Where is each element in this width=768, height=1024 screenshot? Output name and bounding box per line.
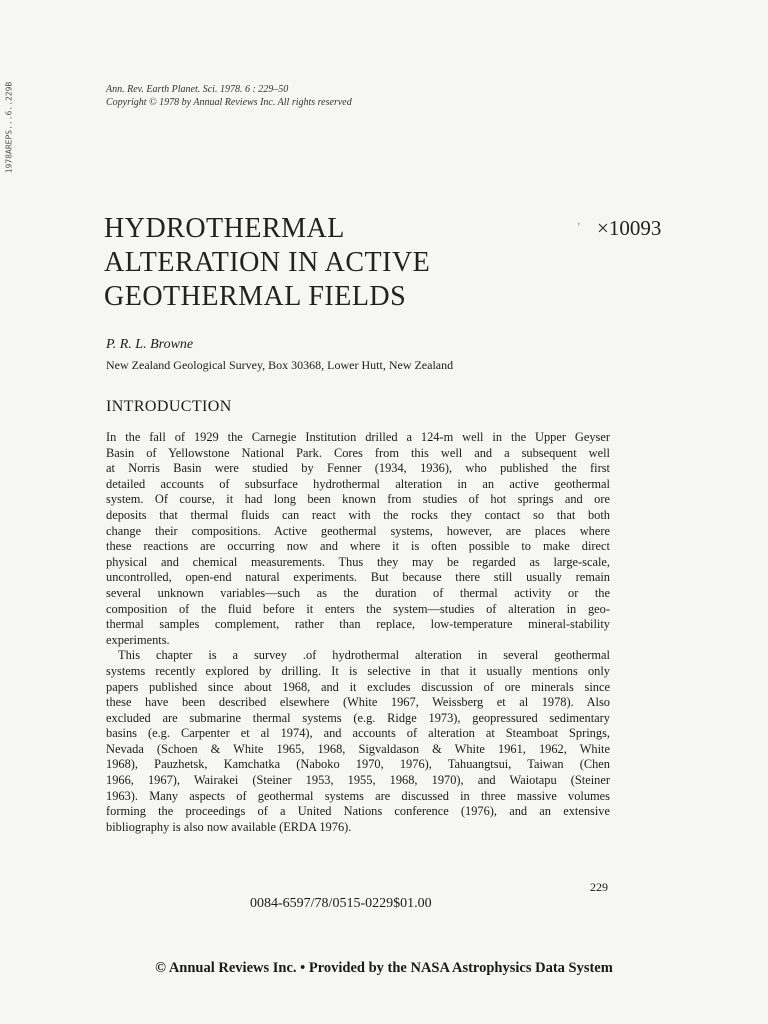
journal-copyright: Copyright © 1978 by Annual Reviews Inc. All rights reserved [106, 97, 352, 108]
article-body [106, 430, 610, 835]
author-affiliation: New Zealand Geological Survey, Box 30368, Lower Hutt, New Zealand [106, 358, 454, 372]
text-line: change their compositions. Active geothermal systems, however, are places where [106, 523, 610, 538]
text-line: excluded are submarine thermal systems (e.g. Ridge 1973), geopressured sedimentary [106, 710, 610, 725]
footer-attribution: © Annual Reviews Inc. • Provided by the NASA Astrophysics Data System [155, 960, 613, 976]
text-line: papers published since about 1968, and it excludes discussion of ore minerals since [106, 679, 610, 694]
text-line: composition of the fluid before it enters the system—studies of alteration in geo- [106, 601, 610, 616]
text-line: This chapter is a survey .of hydrothermal alteration in several geothermal [118, 648, 610, 663]
document-number: ×10093 [597, 216, 662, 240]
text-line: 1963). Many aspects of geothermal systems are discussed in three massive volumes [106, 788, 610, 803]
text-line: experiments. [106, 632, 170, 647]
text-line: these have been described elsewhere (White 1967, Weissberg et al 1978). Also [106, 695, 610, 710]
text-line: systems recently explored by drilling. It is selective in that it usually mentions only [106, 663, 610, 678]
article-title [104, 212, 524, 314]
text-line: In the fall of 1929 the Carnegie Institution drilled a 124-m well in the Upper Geyser [106, 430, 610, 444]
side-code-text: 1978AREPS...6..229B [4, 81, 14, 173]
text-line: uncontrolled, open-end natural experiments. But because there still usually remain [106, 570, 610, 585]
text-line: 1966, 1967), Wairakei (Steiner 1953, 1955, 1968, 1970), and Waiotapu (Steiner [106, 773, 610, 788]
text-line: bibliography is also now available (ERDA 1976). [106, 819, 352, 834]
paragraph-2 [106, 648, 610, 835]
text-line: 1968), Pauzhetsk, Kamchatka (Naboko 1970, 1976), Tahuangtsui, Taiwan (Chen [106, 757, 610, 772]
text-line: system. Of course, it had long been known from studies of hot springs and ore [106, 492, 610, 507]
text-line: deposits that thermal fluids can react with the rocks they contact so that both [106, 507, 610, 522]
text-line: physical and chemical measurements. Thus they may be regarded as large-scale, [106, 554, 610, 569]
journal-citation: Ann. Rev. Earth Planet. Sci. 1978. 6 : 229–50 [106, 84, 289, 95]
paragraph-1 [106, 430, 610, 648]
tick-mark: ' [578, 222, 580, 233]
text-line: thermal samples complement, rather than replace, low-temperature mineral-stability [106, 617, 610, 632]
title-line: GEOTHERMAL FIELDS [104, 281, 407, 312]
text-line: at Norris Basin were studied by Fenner (1934, 1936), who published the first [106, 461, 610, 476]
title-line: ALTERATION IN ACTIVE [104, 247, 431, 278]
text-line: detailed accounts of subsurface hydrothermal alteration in an active geothermal [106, 476, 610, 491]
title-line: HYDROTHERMAL [104, 213, 345, 244]
author-name: P. R. L. Browne [106, 337, 194, 352]
archive-side-code [2, 62, 16, 192]
page-number: 229 [590, 880, 608, 894]
text-line: several unknown variables—such as the duration of thermal activity or the [106, 585, 610, 600]
text-line: basins (e.g. Carpenter et al 1974), and accounts of alteration at Steamboat Springs, [106, 726, 610, 741]
price-code: 0084-6597/78/0515-0229$01.00 [250, 896, 432, 911]
text-line: Nevada (Schoen & White 1965, 1968, Sigvaldason & White 1961, 1962, White [106, 741, 610, 756]
text-line: forming the proceedings of a United Nations conference (1976), and an extensive [106, 804, 610, 819]
section-heading: INTRODUCTION [106, 398, 232, 415]
journal-header [106, 83, 352, 109]
text-line: these reactions are occurring now and where it is often possible to make direct [106, 539, 610, 554]
text-line: Basin of Yellowstone National Park. Cores from this well and a subsequent well [106, 445, 610, 460]
